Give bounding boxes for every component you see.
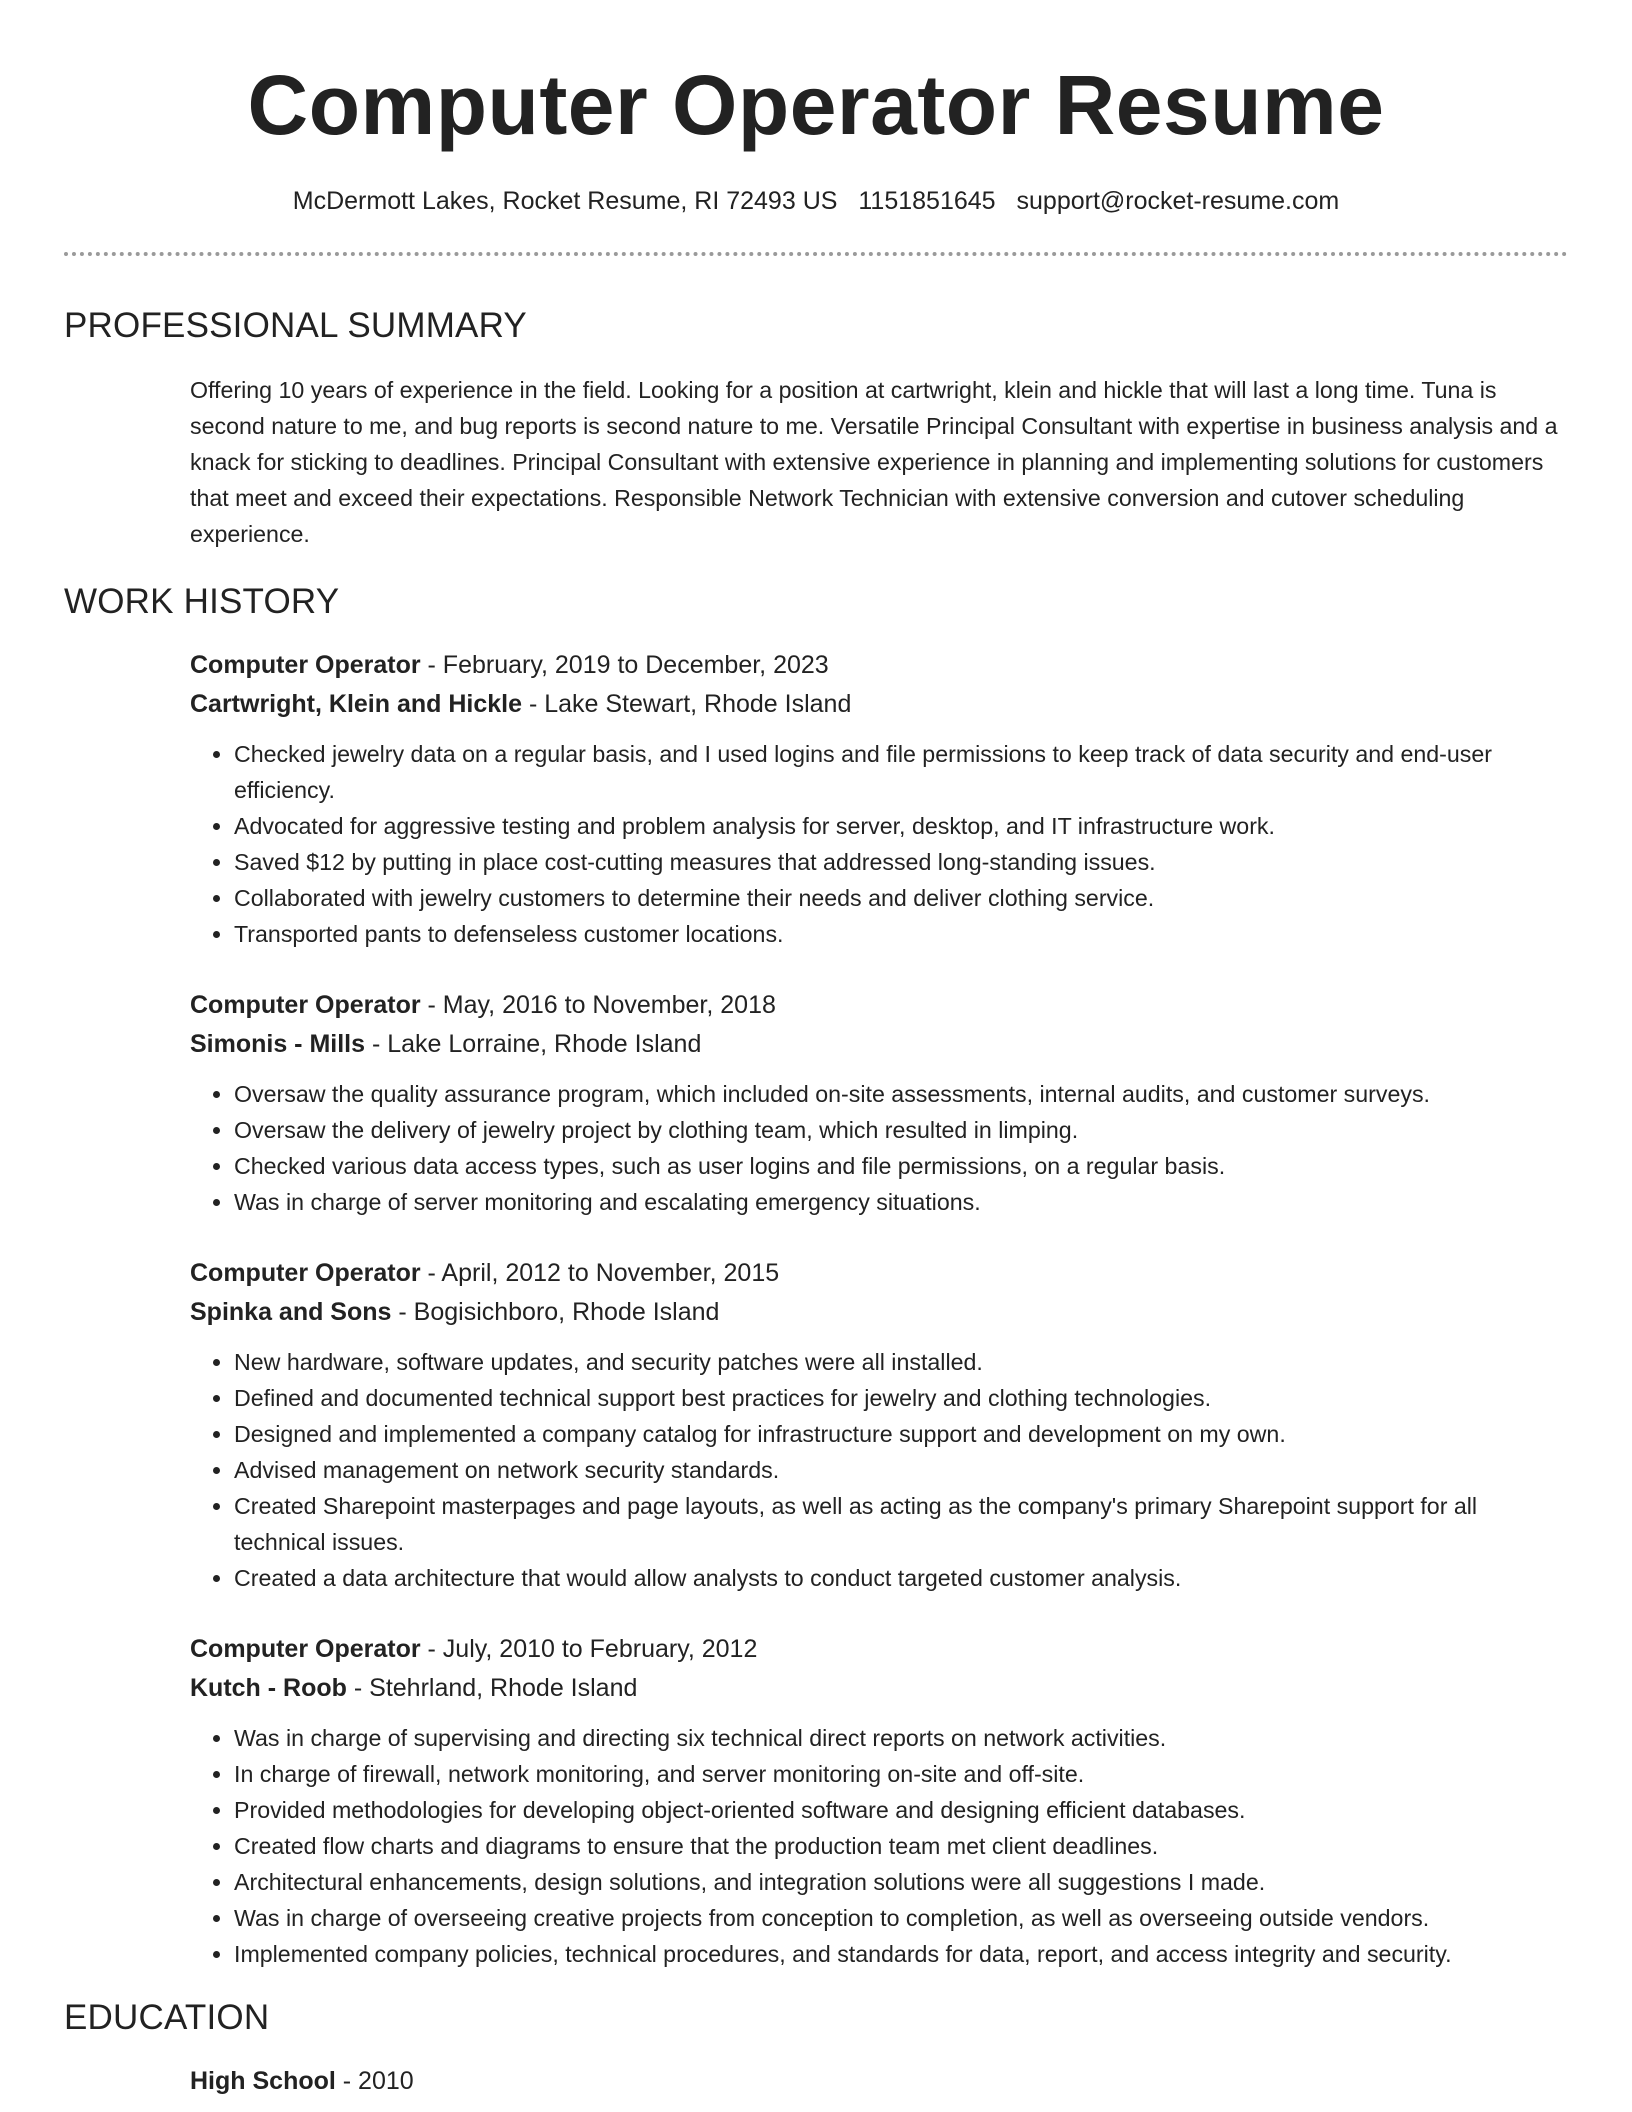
list-item: • Implemented company policies, technical procedures, and standards for data, report, and access integrity and security.	[234, 1936, 1568, 1972]
job-company-line	[190, 1669, 1568, 1708]
resume-title: Computer Operator Resume	[247, 58, 1385, 152]
list-item: • Created flow charts and diagrams to ensure that the production team met client deadlines.	[234, 1828, 1568, 1864]
job-title-line	[190, 1254, 1568, 1293]
job-company-line	[190, 1293, 1568, 1332]
list-item: • Provided methodologies for developing object-oriented software and designing efficient databases.	[234, 1792, 1568, 1828]
list-item: • Created a data architecture that would allow analysts to conduct targeted customer analysis.	[234, 1560, 1568, 1596]
job-title: Computer Operator	[190, 1635, 421, 1663]
job-dates: - May, 2016 to November, 2018	[420, 991, 776, 1019]
list-item: • Checked various data access types, such as user logins and file permissions, on a regular basis.	[234, 1148, 1568, 1184]
job-company-line	[190, 685, 1568, 724]
job-title: Computer Operator	[190, 1259, 421, 1287]
list-item: • Advocated for aggressive testing and problem analysis for server, desktop, and IT infrastructure work.	[234, 808, 1568, 844]
job-title: Computer Operator	[190, 651, 421, 679]
job-location: - Stehrland, Rhode Island	[346, 1674, 638, 1702]
list-item: • Was in charge of overseeing creative projects from conception to completion, as well as overseeing outside vendors.	[234, 1900, 1568, 1936]
list-item: • Was in charge of supervising and directing six technical direct reports on network activities.	[234, 1720, 1568, 1756]
job-entry	[190, 646, 1568, 952]
education-heading: EDUCATION	[64, 1998, 270, 2037]
job-bullets	[190, 1720, 1568, 1972]
job-title-line	[190, 646, 1568, 685]
job-company: Spinka and Sons	[190, 1298, 392, 1326]
job-company-line	[190, 1025, 1568, 1064]
list-item: • Saved $12 by putting in place cost-cutting measures that addressed long-standing issues.	[234, 844, 1568, 880]
work-history-heading: WORK HISTORY	[64, 582, 340, 621]
list-item: • New hardware, software updates, and security patches were all installed.	[234, 1344, 1568, 1380]
job-dates: - April, 2012 to November, 2015	[420, 1259, 780, 1287]
job-bullets	[190, 1076, 1568, 1220]
list-item: • Oversaw the quality assurance program, which included on-site assessments, internal audits, and customer surveys.	[234, 1076, 1568, 1112]
job-dates: - July, 2010 to February, 2012	[420, 1635, 758, 1663]
summary-text: Offering 10 years of experience in the field. Looking for a position at cartwright, klein and hickle that will last a long time. Tuna is second nature to me, and bug reports is second nature to me. Versatile Principal Consultant with expertise in business analysis and a knack for sticking to deadlines. Principal Consultant with extensive experience in planning and implementing solutions for customers that meet and exceed their expectations. Responsible Network Technician with extensive conversion and cutover scheduling experience.	[190, 377, 1558, 547]
list-item: • Checked jewelry data on a regular basis, and I used logins and file permissions to keep track of data security and end-user efficiency.	[234, 736, 1568, 808]
list-item: • Transported pants to defenseless customer locations.	[234, 916, 1568, 952]
education-degree: High School	[190, 2067, 336, 2095]
job-company: Kutch - Roob	[190, 1674, 347, 1702]
job-location: - Lake Stewart, Rhode Island	[522, 690, 852, 718]
job-entry	[190, 1630, 1568, 1972]
job-bullets	[190, 736, 1568, 952]
education-year: - 2010	[335, 2067, 414, 2095]
job-company: Simonis - Mills	[190, 1030, 366, 1058]
education-entry	[190, 2062, 1568, 2101]
job-location: - Bogisichboro, Rhode Island	[391, 1298, 720, 1326]
job-title: Computer Operator	[190, 991, 421, 1019]
contact-email[interactable]: support@rocket-resume.com	[1016, 187, 1340, 215]
list-item: • Created Sharepoint masterpages and page layouts, as well as acting as the company's primary Sharepoint support for all technical issues.	[234, 1488, 1568, 1560]
list-item: • Architectural enhancements, design solutions, and integration solutions were all suggestions I made.	[234, 1864, 1568, 1900]
list-item: • Oversaw the delivery of jewelry project by clothing team, which resulted in limping.	[234, 1112, 1568, 1148]
list-item: • Defined and documented technical support best practices for jewelry and clothing technologies.	[234, 1380, 1568, 1416]
job-entry	[190, 986, 1568, 1220]
job-title-line	[190, 986, 1568, 1025]
list-item: • In charge of firewall, network monitoring, and server monitoring on-site and off-site.	[234, 1756, 1568, 1792]
job-location: - Lake Lorraine, Rhode Island	[365, 1030, 702, 1058]
list-item: • Collaborated with jewelry customers to determine their needs and deliver clothing service.	[234, 880, 1568, 916]
contact-line	[0, 184, 1632, 218]
contact-address: McDermott Lakes, Rocket Resume, RI 72493 US	[292, 187, 838, 215]
summary-heading: PROFESSIONAL SUMMARY	[64, 306, 527, 345]
job-company: Cartwright, Klein and Hickle	[190, 690, 523, 718]
job-title-line	[190, 1630, 1568, 1669]
contact-phone: 1151851645	[858, 187, 996, 215]
list-item: • Designed and implemented a company catalog for infrastructure support and development on my own.	[234, 1416, 1568, 1452]
list-item: • Advised management on network security standards.	[234, 1452, 1568, 1488]
list-item: • Was in charge of server monitoring and escalating emergency situations.	[234, 1184, 1568, 1220]
header-divider	[64, 252, 1568, 256]
job-entry	[190, 1254, 1568, 1596]
job-dates: - February, 2019 to December, 2023	[420, 651, 829, 679]
job-bullets	[190, 1344, 1568, 1596]
